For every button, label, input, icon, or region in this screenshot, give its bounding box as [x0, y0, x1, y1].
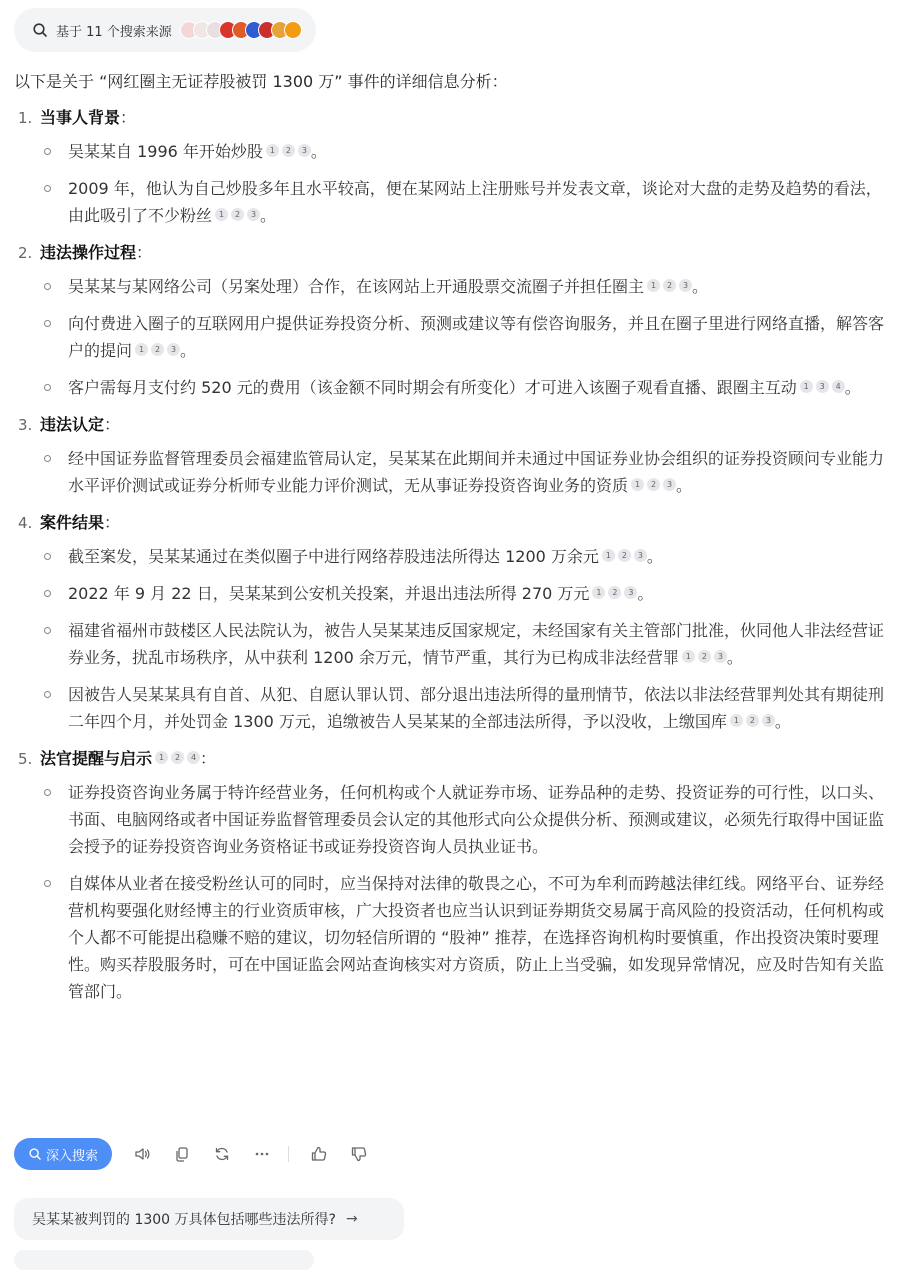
suggested-question-2[interactable] [14, 1250, 314, 1270]
bullet-point [40, 617, 894, 671]
citation-badge[interactable]: 1 [602, 549, 615, 562]
bullet-dot [44, 553, 51, 560]
citation-badge[interactable]: 1 [730, 714, 743, 727]
bullet-end: 。 [844, 378, 861, 397]
bullet-point [40, 138, 894, 165]
citation-badge[interactable]: 2 [698, 650, 711, 663]
citation-badge[interactable]: 3 [714, 650, 727, 663]
analysis-list [14, 104, 894, 1015]
citation-badge[interactable]: 3 [167, 343, 180, 356]
citation-badge[interactable]: 3 [634, 549, 647, 562]
toolbar-divider [288, 1146, 289, 1162]
bullet-text: 向付费进入圈子的互联网用户提供证券投资分析、预测或建议等有偿咨询服务，并且在圈子里进行网络直播，解答客户的提问 [68, 314, 885, 360]
section-heading [40, 411, 894, 439]
bullet-dot [44, 384, 51, 391]
section-heading [40, 509, 894, 537]
section-heading [40, 745, 894, 773]
speaker-icon[interactable] [132, 1144, 152, 1164]
section-number: 1. [18, 109, 33, 127]
bullet-point [40, 779, 894, 860]
bullet-end: 。 [260, 206, 277, 225]
citation-badge[interactable]: 1 [266, 144, 279, 157]
section-colon: ： [104, 415, 121, 434]
citation-badge[interactable]: 4 [187, 751, 200, 764]
bullet-end: 。 [726, 648, 743, 667]
bullet-end: 。 [637, 584, 654, 603]
bullet-dot [44, 880, 51, 887]
section-item [14, 509, 894, 735]
bullet-point [40, 870, 894, 1005]
bullet-point [40, 681, 894, 735]
citation-badge[interactable]: 2 [171, 751, 184, 764]
citation-badge[interactable]: 3 [816, 380, 829, 393]
bullet-dot [44, 148, 51, 155]
search-icon [28, 1147, 42, 1161]
citation-badge[interactable]: 3 [762, 714, 775, 727]
copy-icon[interactable] [172, 1144, 192, 1164]
section-points [40, 138, 894, 229]
section-colon: ： [136, 243, 153, 262]
section-number: 3. [18, 416, 33, 434]
citation-badge[interactable]: 4 [832, 380, 845, 393]
refresh-icon[interactable] [212, 1144, 232, 1164]
suggested-question-text: 吴某某被判罚的 1300 万具体包括哪些违法所得? [32, 1212, 336, 1228]
citation-badge[interactable]: 2 [608, 586, 621, 599]
citation-badge[interactable]: 3 [298, 144, 311, 157]
section-points [40, 543, 894, 735]
section-points [40, 273, 894, 401]
bullet-text: 福建省福州市鼓楼区人民法院认为，被告人吴某某违反国家规定，未经国家有关主管部门批准，伙同他人非法经营证券业务，扰乱市场秩序，从中获利 1200 余万元，情节严重，其行为已构成非法经营罪 [68, 621, 885, 667]
citation-badge[interactable]: 1 [592, 586, 605, 599]
bullet-point [40, 374, 894, 401]
thumbs-down-icon[interactable] [349, 1144, 369, 1164]
bullet-end: 。 [692, 277, 709, 296]
bullet-text: 经中国证券监督管理委员会福建监管局认定，吴某某在此期间并未通过中国证券业协会组织的证券投资顾问专业能力水平评价测试或证券分析师专业能力评价测试，无从事证券投资咨询业务的资质 [68, 449, 885, 495]
bullet-text: 吴某某与某网络公司（另案处理）合作，在该网站上开通股票交流圈子并担任圈主 [68, 277, 645, 296]
sources-pill[interactable] [14, 8, 316, 52]
section-item [14, 239, 894, 401]
citation-badge[interactable]: 1 [155, 751, 168, 764]
bullet-point [40, 310, 894, 364]
section-colon: ： [200, 749, 217, 768]
bullet-point [40, 580, 894, 607]
bullet-dot [44, 691, 51, 698]
bullet-end: 。 [180, 341, 197, 360]
bullet-text: 因被告人吴某某具有自首、从犯、自愿认罪认罚、部分退出违法所得的量刑情节，依法以非法经营罪判处其有期徒刑二年四个月，并处罚金 1300 万元，追缴被告人吴某某的全部违法所得，予以没收，上缴国库 [68, 685, 885, 731]
bullet-text: 2022 年 9 月 22 日，吴某某到公安机关投案，并退出违法所得 270 万元 [68, 584, 590, 603]
section-points [40, 445, 894, 499]
bullet-text: 自媒体从业者在接受粉丝认可的同时，应当保持对法律的敬畏之心，不可为牟利而跨越法律红线。网络平台、证券经营机构要强化财经博主的行业资质审核，广大投资者也应当认识到证券期货交易属于高风险的投资活动，任何机构或个人都不可能提出稳赚不赔的建议，切勿轻信所谓的 “股神” 推荐，在选择咨询机构时要慎重，作出投资决策时要理性。购买荐股服务时，可在中国证监会网站查询核实对方资质，防止上当受骗，如发现异常情况，应及时告知有关监管部门。 [68, 874, 885, 1001]
section-title: 当事人背景 [40, 108, 121, 127]
thumbs-up-icon[interactable] [309, 1144, 329, 1164]
section-number: 5. [18, 750, 33, 768]
bullet-end: 。 [310, 142, 327, 161]
bullet-text: 2009 年，他认为自己炒股多年且水平较高，便在某网站上注册账号并发表文章，谈论对大盘的走势及趋势的看法，由此吸引了不少粉丝 [68, 179, 882, 225]
citation-badge[interactable]: 2 [151, 343, 164, 356]
citation-badge[interactable]: 3 [624, 586, 637, 599]
bullet-text: 截至案发，吴某某通过在类似圈子中进行网络荐股违法所得达 1200 万余元 [68, 547, 599, 566]
citation-badge[interactable]: 1 [631, 478, 644, 491]
citation-badge[interactable]: 1 [682, 650, 695, 663]
section-number: 2. [18, 244, 33, 262]
section-item [14, 745, 894, 1005]
arrow-right-icon: → [345, 1211, 358, 1227]
bullet-point [40, 543, 894, 570]
sources-label: 基于 11 个搜索来源 [56, 24, 172, 40]
bullet-dot [44, 283, 51, 290]
bullet-point [40, 175, 894, 229]
citation-badge[interactable]: 3 [679, 279, 692, 292]
bullet-end: 。 [646, 547, 663, 566]
citation-badge[interactable]: 3 [663, 478, 676, 491]
citation-badge[interactable]: 1 [647, 279, 660, 292]
section-item [14, 411, 894, 499]
intro-text: 以下是关于 “网红圈主无证荐股被罚 1300 万” 事件的详细信息分析： [14, 72, 508, 91]
deep-search-label: 深入搜索 [45, 1148, 98, 1164]
bullet-end: 。 [676, 476, 693, 495]
bullet-point [40, 273, 894, 300]
section-heading [40, 104, 894, 132]
section-heading [40, 239, 894, 267]
section-title: 案件结果 [40, 513, 105, 532]
citation-badge[interactable]: 2 [647, 478, 660, 491]
bullet-text: 证券投资咨询业务属于特许经营业务，任何机构或个人就证券市场、证券品种的走势、投资证券的可行性，以口头、书面、电脑网络或者中国证券监督管理委员会认定的其他形式向公众提供分析、预测或建议，必须先行取得中国证监会授予的证券投资咨询业务资格证书或证券投资咨询人员执业证书。 [68, 783, 885, 856]
citation-badge[interactable]: 2 [282, 144, 295, 157]
source-logos [180, 21, 302, 39]
citation-badge[interactable]: 2 [663, 279, 676, 292]
citation-badge[interactable]: 1 [800, 380, 813, 393]
section-points [40, 779, 894, 1005]
section-title: 违法操作过程 [40, 243, 137, 262]
bullet-dot [44, 320, 51, 327]
deep-search-button[interactable] [14, 1138, 112, 1170]
bullet-dot [44, 627, 51, 634]
section-colon: ： [104, 513, 121, 532]
citation-badge[interactable]: 3 [247, 208, 260, 221]
citation-badge[interactable]: 2 [618, 549, 631, 562]
bullet-dot [44, 789, 51, 796]
citation-badge[interactable]: 1 [215, 208, 228, 221]
section-title: 法官提醒与启示 [40, 749, 153, 768]
bullet-dot [44, 590, 51, 597]
suggested-question[interactable] [14, 1198, 404, 1240]
bullet-point [40, 445, 894, 499]
section-number: 4. [18, 514, 33, 532]
more-icon[interactable] [252, 1144, 272, 1164]
answer-toolbar [14, 1138, 369, 1170]
section-item [14, 104, 894, 229]
bullet-text: 客户需每月支付约 520 元的费用（该金额不同时期会有所变化）才可进入该圈子观看直播、跟圈主互动 [68, 378, 797, 397]
citation-badge[interactable]: 2 [231, 208, 244, 221]
citation-badge[interactable]: 1 [135, 343, 148, 356]
bullet-text: 吴某某自 1996 年开始炒股 [68, 142, 263, 161]
citation-badge[interactable]: 2 [746, 714, 759, 727]
section-colon: ： [120, 108, 137, 127]
bullet-dot [44, 185, 51, 192]
search-sources-icon [32, 22, 48, 38]
bullet-dot [44, 455, 51, 462]
source-logo-icon [284, 21, 302, 39]
section-title: 违法认定 [40, 415, 105, 434]
bullet-end: 。 [774, 712, 791, 731]
